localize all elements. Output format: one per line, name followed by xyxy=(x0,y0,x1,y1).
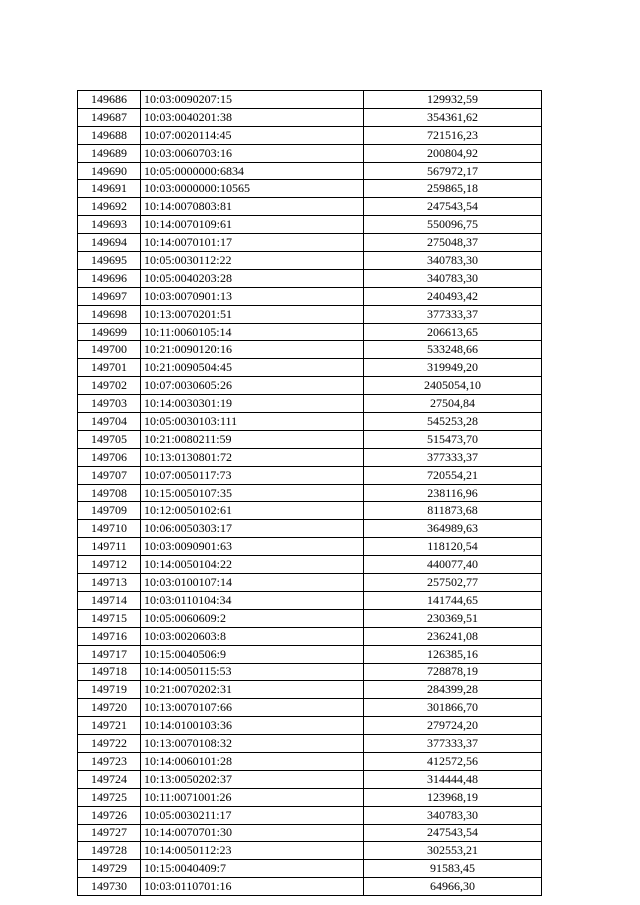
row-id-cell: 149709 xyxy=(78,502,141,520)
amount-cell: 275048,37 xyxy=(364,234,542,252)
cadastral-number-cell: 10:14:0100103:36 xyxy=(141,717,364,735)
row-id-cell: 149694 xyxy=(78,234,141,252)
cadastral-number-cell: 10:21:0080211:59 xyxy=(141,430,364,448)
row-id-cell: 149691 xyxy=(78,180,141,198)
amount-cell: 412572,56 xyxy=(364,752,542,770)
table-row xyxy=(78,609,542,627)
row-id-cell: 149705 xyxy=(78,430,141,448)
cadastral-number-cell: 10:15:0040409:7 xyxy=(141,860,364,878)
table-row xyxy=(78,108,542,126)
amount-cell: 567972,17 xyxy=(364,162,542,180)
amount-cell: 126385,16 xyxy=(364,645,542,663)
row-id-cell: 149716 xyxy=(78,627,141,645)
table-row xyxy=(78,681,542,699)
amount-cell: 123968,19 xyxy=(364,788,542,806)
cadastral-number-cell: 10:14:0070803:81 xyxy=(141,198,364,216)
cadastral-number-cell: 10:15:0040506:9 xyxy=(141,645,364,663)
cadastral-number-cell: 10:03:0110701:16 xyxy=(141,878,364,896)
amount-cell: 284399,28 xyxy=(364,681,542,699)
cadastral-number-cell: 10:06:0050303:17 xyxy=(141,520,364,538)
cadastral-number-cell: 10:03:0100107:14 xyxy=(141,574,364,592)
cadastral-number-cell: 10:14:0060101:28 xyxy=(141,752,364,770)
row-id-cell: 149730 xyxy=(78,878,141,896)
amount-cell: 257502,77 xyxy=(364,574,542,592)
cadastral-number-cell: 10:13:0070108:32 xyxy=(141,735,364,753)
cadastral-number-cell: 10:03:0090901:63 xyxy=(141,538,364,556)
cadastral-number-cell: 10:03:0090207:15 xyxy=(141,91,364,109)
cadastral-number-cell: 10:05:0060609:2 xyxy=(141,609,364,627)
amount-cell: 319949,20 xyxy=(364,359,542,377)
row-id-cell: 149722 xyxy=(78,735,141,753)
amount-cell: 364989,63 xyxy=(364,520,542,538)
amount-cell: 27504,84 xyxy=(364,395,542,413)
row-id-cell: 149713 xyxy=(78,574,141,592)
table-body xyxy=(78,91,542,896)
table-row xyxy=(78,484,542,502)
amount-cell: 230369,51 xyxy=(364,609,542,627)
amount-cell: 728878,19 xyxy=(364,663,542,681)
table-row xyxy=(78,126,542,144)
amount-cell: 259865,18 xyxy=(364,180,542,198)
table-row xyxy=(78,216,542,234)
row-id-cell: 149689 xyxy=(78,144,141,162)
amount-cell: 2405054,10 xyxy=(364,377,542,395)
row-id-cell: 149725 xyxy=(78,788,141,806)
table-row xyxy=(78,752,542,770)
table-row xyxy=(78,377,542,395)
table-row xyxy=(78,806,542,824)
cadastral-number-cell: 10:03:0070901:13 xyxy=(141,287,364,305)
cadastral-number-cell: 10:12:0050102:61 xyxy=(141,502,364,520)
row-id-cell: 149720 xyxy=(78,699,141,717)
amount-cell: 721516,23 xyxy=(364,126,542,144)
row-id-cell: 149714 xyxy=(78,591,141,609)
amount-cell: 377333,37 xyxy=(364,735,542,753)
cadastral-number-cell: 10:14:0050104:22 xyxy=(141,556,364,574)
row-id-cell: 149712 xyxy=(78,556,141,574)
row-id-cell: 149697 xyxy=(78,287,141,305)
table-row xyxy=(78,180,542,198)
row-id-cell: 149692 xyxy=(78,198,141,216)
amount-cell: 720554,21 xyxy=(364,466,542,484)
row-id-cell: 149707 xyxy=(78,466,141,484)
cadastral-number-cell: 10:05:0030103:111 xyxy=(141,413,364,431)
row-id-cell: 149701 xyxy=(78,359,141,377)
cadastral-number-cell: 10:05:0000000:6834 xyxy=(141,162,364,180)
row-id-cell: 149695 xyxy=(78,252,141,270)
cadastral-number-cell: 10:14:0050115:53 xyxy=(141,663,364,681)
amount-cell: 340783,30 xyxy=(364,252,542,270)
amount-cell: 515473,70 xyxy=(364,430,542,448)
table-row xyxy=(78,448,542,466)
cadastral-number-cell: 10:05:0040203:28 xyxy=(141,269,364,287)
table-row xyxy=(78,466,542,484)
row-id-cell: 149726 xyxy=(78,806,141,824)
table-row xyxy=(78,341,542,359)
cadastral-number-cell: 10:03:0110104:34 xyxy=(141,591,364,609)
table-row xyxy=(78,860,542,878)
cadastral-number-cell: 10:07:0020114:45 xyxy=(141,126,364,144)
amount-cell: 811873,68 xyxy=(364,502,542,520)
row-id-cell: 149719 xyxy=(78,681,141,699)
table-row xyxy=(78,234,542,252)
table-row xyxy=(78,645,542,663)
document-page xyxy=(77,90,542,896)
amount-cell: 64966,30 xyxy=(364,878,542,896)
table-row xyxy=(78,735,542,753)
amount-cell: 200804,92 xyxy=(364,144,542,162)
cadastral-number-cell: 10:14:0050112:23 xyxy=(141,842,364,860)
cadastral-number-cell: 10:05:0030112:22 xyxy=(141,252,364,270)
table-row xyxy=(78,323,542,341)
cadastral-number-cell: 10:13:0070107:66 xyxy=(141,699,364,717)
table-row xyxy=(78,878,542,896)
data-table xyxy=(77,90,542,896)
row-id-cell: 149729 xyxy=(78,860,141,878)
table-row xyxy=(78,574,542,592)
table-row xyxy=(78,144,542,162)
amount-cell: 91583,45 xyxy=(364,860,542,878)
table-row xyxy=(78,699,542,717)
cadastral-number-cell: 10:15:0050107:35 xyxy=(141,484,364,502)
cadastral-number-cell: 10:14:0070101:17 xyxy=(141,234,364,252)
row-id-cell: 149702 xyxy=(78,377,141,395)
cadastral-number-cell: 10:05:0030211:17 xyxy=(141,806,364,824)
row-id-cell: 149715 xyxy=(78,609,141,627)
amount-cell: 206613,65 xyxy=(364,323,542,341)
row-id-cell: 149704 xyxy=(78,413,141,431)
cadastral-number-cell: 10:11:0060105:14 xyxy=(141,323,364,341)
amount-cell: 377333,37 xyxy=(364,305,542,323)
cadastral-number-cell: 10:14:0070109:61 xyxy=(141,216,364,234)
table-row xyxy=(78,538,542,556)
amount-cell: 247543,54 xyxy=(364,198,542,216)
cadastral-number-cell: 10:03:0000000:10565 xyxy=(141,180,364,198)
table-row xyxy=(78,395,542,413)
table-row xyxy=(78,162,542,180)
amount-cell: 545253,28 xyxy=(364,413,542,431)
table-row xyxy=(78,591,542,609)
amount-cell: 340783,30 xyxy=(364,806,542,824)
cadastral-number-cell: 10:03:0040201:38 xyxy=(141,108,364,126)
table-row xyxy=(78,770,542,788)
row-id-cell: 149721 xyxy=(78,717,141,735)
row-id-cell: 149688 xyxy=(78,126,141,144)
table-row xyxy=(78,842,542,860)
table-row xyxy=(78,287,542,305)
row-id-cell: 149700 xyxy=(78,341,141,359)
cadastral-number-cell: 10:03:0060703:16 xyxy=(141,144,364,162)
table-row xyxy=(78,627,542,645)
row-id-cell: 149703 xyxy=(78,395,141,413)
row-id-cell: 149723 xyxy=(78,752,141,770)
row-id-cell: 149686 xyxy=(78,91,141,109)
amount-cell: 279724,20 xyxy=(364,717,542,735)
row-id-cell: 149687 xyxy=(78,108,141,126)
amount-cell: 236241,08 xyxy=(364,627,542,645)
cadastral-number-cell: 10:11:0071001:26 xyxy=(141,788,364,806)
row-id-cell: 149724 xyxy=(78,770,141,788)
table-row xyxy=(78,305,542,323)
table-row xyxy=(78,788,542,806)
table-row xyxy=(78,252,542,270)
table-row xyxy=(78,717,542,735)
table-row xyxy=(78,91,542,109)
row-id-cell: 149718 xyxy=(78,663,141,681)
row-id-cell: 149693 xyxy=(78,216,141,234)
row-id-cell: 149710 xyxy=(78,520,141,538)
row-id-cell: 149728 xyxy=(78,842,141,860)
amount-cell: 238116,96 xyxy=(364,484,542,502)
amount-cell: 340783,30 xyxy=(364,269,542,287)
table-row xyxy=(78,824,542,842)
cadastral-number-cell: 10:13:0050202:37 xyxy=(141,770,364,788)
row-id-cell: 149727 xyxy=(78,824,141,842)
row-id-cell: 149699 xyxy=(78,323,141,341)
amount-cell: 141744,65 xyxy=(364,591,542,609)
table-row xyxy=(78,556,542,574)
table-row xyxy=(78,359,542,377)
row-id-cell: 149711 xyxy=(78,538,141,556)
table-row xyxy=(78,663,542,681)
amount-cell: 440077,40 xyxy=(364,556,542,574)
amount-cell: 377333,37 xyxy=(364,448,542,466)
cadastral-number-cell: 10:21:0090504:45 xyxy=(141,359,364,377)
cadastral-number-cell: 10:03:0020603:8 xyxy=(141,627,364,645)
amount-cell: 550096,75 xyxy=(364,216,542,234)
table-row xyxy=(78,198,542,216)
table-row xyxy=(78,502,542,520)
cadastral-number-cell: 10:13:0130801:72 xyxy=(141,448,364,466)
row-id-cell: 149708 xyxy=(78,484,141,502)
table-row xyxy=(78,430,542,448)
table-row xyxy=(78,269,542,287)
table-row xyxy=(78,413,542,431)
amount-cell: 301866,70 xyxy=(364,699,542,717)
row-id-cell: 149690 xyxy=(78,162,141,180)
cadastral-number-cell: 10:21:0090120:16 xyxy=(141,341,364,359)
cadastral-number-cell: 10:13:0070201:51 xyxy=(141,305,364,323)
cadastral-number-cell: 10:07:0030605:26 xyxy=(141,377,364,395)
amount-cell: 354361,62 xyxy=(364,108,542,126)
row-id-cell: 149706 xyxy=(78,448,141,466)
row-id-cell: 149696 xyxy=(78,269,141,287)
cadastral-number-cell: 10:14:0070701:30 xyxy=(141,824,364,842)
table-row xyxy=(78,520,542,538)
amount-cell: 314444,48 xyxy=(364,770,542,788)
amount-cell: 302553,21 xyxy=(364,842,542,860)
amount-cell: 240493,42 xyxy=(364,287,542,305)
cadastral-number-cell: 10:07:0050117:73 xyxy=(141,466,364,484)
amount-cell: 129932,59 xyxy=(364,91,542,109)
row-id-cell: 149717 xyxy=(78,645,141,663)
amount-cell: 118120,54 xyxy=(364,538,542,556)
amount-cell: 247543,54 xyxy=(364,824,542,842)
amount-cell: 533248,66 xyxy=(364,341,542,359)
cadastral-number-cell: 10:21:0070202:31 xyxy=(141,681,364,699)
row-id-cell: 149698 xyxy=(78,305,141,323)
cadastral-number-cell: 10:14:0030301:19 xyxy=(141,395,364,413)
